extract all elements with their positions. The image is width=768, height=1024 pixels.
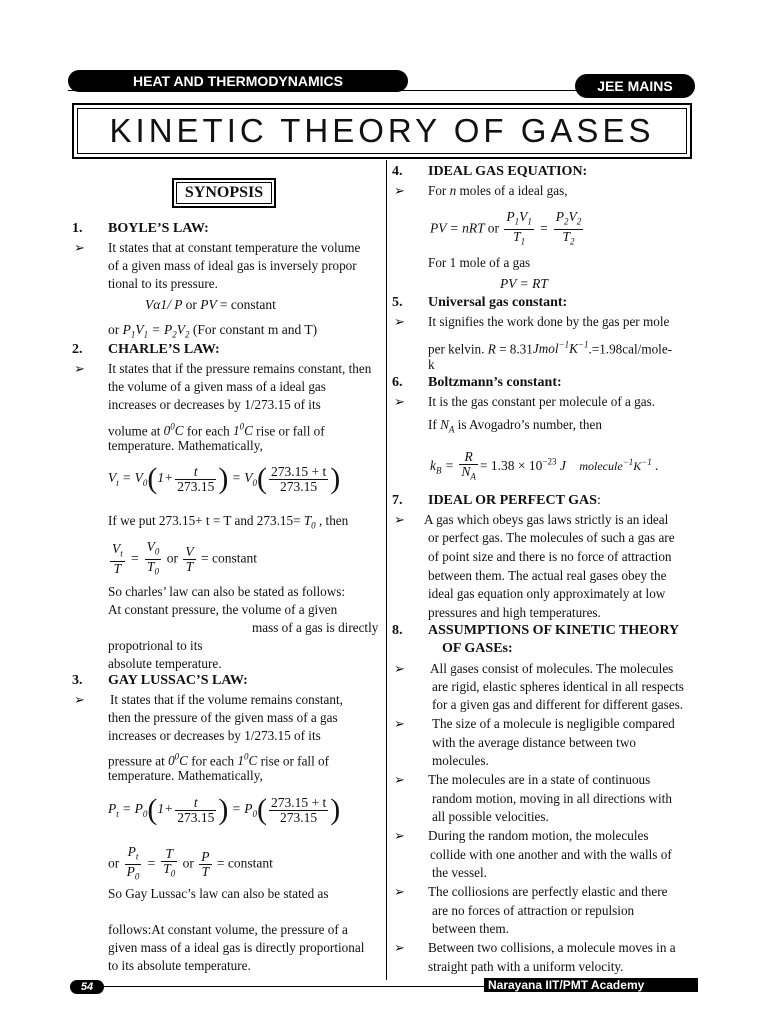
bullet-arrow-icon: ➢ bbox=[394, 716, 405, 731]
paragraph-line: of point size and there is no force of attraction bbox=[428, 549, 672, 564]
equation-boltzmann: $k_B$ = $\frac{R}{N_A}$ = $1.38 \times 10^{-23}$ J $molecule^{-1}K^{-1}$ . bbox=[430, 449, 659, 482]
text-fragment: rise or fall of bbox=[256, 423, 325, 439]
list-item-line: the vessel. bbox=[432, 865, 487, 880]
list-item-line: all possible velocities. bbox=[432, 809, 549, 824]
equation-ideal-gas: PV = nRT or $\frac{P_1V_1}{T_1}$ = $\frac{P_2V_2}{T_2}$ bbox=[430, 209, 582, 247]
section-number: 4. bbox=[392, 164, 403, 179]
bullet-arrow-icon: ➢ bbox=[394, 394, 405, 409]
list-item-line: random motion, moving in all directions with bbox=[432, 791, 672, 806]
section-heading-universal-gas-constant: Universal gas constant: bbox=[428, 295, 568, 310]
section-heading-ideal-gas: IDEAL OR PERFECT GAS: bbox=[428, 493, 601, 508]
paragraph-line: given mass of a ideal gas is directly proportional bbox=[108, 940, 365, 955]
paragraph-line: If we put 273.15+ t = T and $273.15= T_0$ , then bbox=[108, 513, 349, 531]
bullet-arrow-icon: ➢ bbox=[394, 772, 405, 787]
text-fragment: .=1.98cal/mole- bbox=[588, 341, 673, 357]
or-word: or bbox=[185, 297, 197, 312]
list-item-line: The size of a molecule is negligible compared bbox=[432, 716, 675, 731]
paragraph-line: between them. The actual real gases obey the bbox=[428, 568, 667, 583]
bullet-arrow-icon: ➢ bbox=[394, 828, 405, 843]
list-item-line: The colliosions are perfectly elastic and there bbox=[428, 884, 668, 899]
fraction-denominator: 273.15 bbox=[280, 809, 318, 825]
section-heading-ideal-gas-equation: IDEAL GAS EQUATION: bbox=[428, 164, 588, 179]
bullet-arrow-icon: ➢ bbox=[74, 692, 85, 707]
paragraph-line: then the pressure of the given mass of a gas bbox=[108, 710, 338, 725]
section-number: 6. bbox=[392, 375, 403, 390]
paragraph-line: per kelvin. $R = 8.31Jmol^{-1}K^{-1}.=1.98cal/mole-$ bbox=[428, 340, 673, 357]
list-item-line: are no forces of attraction or repulsion bbox=[432, 903, 635, 918]
paragraph-line: follows:At constant volume, the pressure of a bbox=[108, 922, 348, 937]
bullet-arrow-icon: ➢ bbox=[394, 512, 405, 527]
column-divider bbox=[386, 160, 387, 980]
equation-charles-ratio: $\frac{V_t}{T}$ = $\frac{V_0}{T_0}$ or $\frac{V}{T}$ = constant bbox=[112, 539, 257, 577]
section-number: 7. bbox=[392, 493, 403, 508]
paragraph-line: It states that if the volume remains constant, bbox=[110, 692, 343, 707]
equation-boyle: Vα1/ P or PV = constant bbox=[145, 297, 276, 312]
fraction-numerator: 273.15 + t bbox=[270, 794, 327, 810]
equation-charles: $V_t = V_0(1+$ $\frac{t}{273.15}$ ) = $V_0$( $\frac{273.15 + t}{273.15}$ ) bbox=[108, 462, 341, 495]
paragraph-line: volume at $0^0C$ for each $1^0C$ rise or fall of bbox=[108, 422, 325, 439]
paragraph-line: temperature. Mathematically, bbox=[108, 768, 263, 783]
or-word: or bbox=[166, 550, 179, 566]
exam-badge: JEE MAINS bbox=[575, 74, 695, 98]
list-item-line: The molecules are in a state of continuous bbox=[428, 772, 651, 787]
or-word: or bbox=[182, 855, 194, 871]
subject-banner: HEAT AND THERMODYNAMICS bbox=[68, 70, 408, 92]
fraction-numerator: t bbox=[175, 465, 216, 480]
paragraph-line: A gas which obeys gas laws strictly is an ideal bbox=[424, 512, 669, 527]
paragraph-line: ideal gas equation only approximately at low bbox=[428, 586, 666, 601]
list-item-line: for a given gas and different for different gases. bbox=[432, 697, 684, 712]
equation-gay-lussac-ratio: or $\frac{P_t}{P_0}$ = $\frac{T}{T_0}$ or $\frac{P}{T}$ = constant bbox=[108, 844, 273, 882]
bullet-arrow-icon: ➢ bbox=[394, 314, 405, 329]
list-item-line: Between two collisions, a molecule moves in a bbox=[428, 940, 676, 955]
list-item-line: are rigid, elastic spheres identical in all respects bbox=[432, 679, 684, 694]
paragraph-line: tional to its pressure. bbox=[108, 276, 218, 291]
or-word: or bbox=[108, 855, 120, 871]
text-fragment: per kelvin. bbox=[428, 341, 485, 357]
paragraph-line: propotrional to its bbox=[108, 638, 203, 653]
paragraph-line: to its absolute temperature. bbox=[108, 958, 251, 973]
section-heading-boltzmann-constant: Boltzmann’s constant: bbox=[428, 375, 562, 390]
section-heading-assumptions-cont: OF GASEs: bbox=[442, 641, 513, 656]
paragraph-line: It states that if the pressure remains constant, then bbox=[108, 361, 372, 376]
bullet-arrow-icon: ➢ bbox=[394, 661, 405, 676]
text-fragment: pressure at bbox=[108, 753, 165, 769]
paragraph-line: If $N_A$ is Avogadro’s number, then bbox=[428, 417, 602, 435]
text-fragment: volume at bbox=[108, 423, 161, 439]
paragraph-line: of a given mass of ideal gas is inversely propor bbox=[108, 258, 357, 273]
section-heading-charles-law: CHARLE’S LAW: bbox=[108, 342, 220, 357]
bullet-arrow-icon: ➢ bbox=[394, 940, 405, 955]
paragraph-line: increases or decreases by 1/273.15 of its bbox=[108, 397, 321, 412]
paragraph-line: absolute temperature. bbox=[108, 656, 222, 671]
bullet-arrow-icon: ➢ bbox=[394, 183, 405, 198]
paragraph-line: It states that at constant temperature the volume bbox=[108, 240, 361, 255]
fraction-numerator: t bbox=[175, 796, 216, 811]
equation-boyle-alt: or $P_1V_1 = P_2V_2$ (For constant m and T) bbox=[108, 322, 318, 340]
text-fragment: For bbox=[428, 183, 447, 198]
fraction-denominator: 273.15 bbox=[177, 809, 215, 825]
fraction-denominator: 273.15 bbox=[280, 478, 318, 494]
section-number: 1. bbox=[72, 221, 83, 236]
paragraph-line: or perfect gas. The molecules of such a gas are bbox=[428, 530, 675, 545]
paragraph-line: mass of a gas is directly bbox=[252, 620, 379, 635]
paragraph-line: k bbox=[428, 357, 435, 372]
publisher-name: Narayana IIT/PMT Academy bbox=[484, 978, 698, 992]
text-fragment: If bbox=[428, 417, 437, 432]
text-fragment: is Avogadro’s number, then bbox=[457, 417, 602, 432]
equation-note: (For constant m and T) bbox=[192, 322, 318, 337]
bullet-arrow-icon: ➢ bbox=[74, 240, 85, 255]
bullet-arrow-icon: ➢ bbox=[74, 361, 85, 376]
equation-gay-lussac: $P_t = P_0(1+$ $\frac{t}{273.15}$ ) = $P_0$( $\frac{273.15 + t}{273.15}$ ) bbox=[108, 793, 341, 826]
equation-value: = 1.38 × 10 bbox=[479, 457, 543, 473]
constant-label: = constant bbox=[201, 550, 257, 566]
paragraph-line: For 1 mole of a gas bbox=[428, 255, 531, 270]
section-heading-assumptions: ASSUMPTIONS OF KINETIC THEORY bbox=[428, 623, 680, 638]
list-item-line: During the random motion, the molecules bbox=[428, 828, 649, 843]
page-number: 54 bbox=[70, 980, 104, 994]
paragraph-line: increases or decreases by 1/273.15 of its bbox=[108, 728, 321, 743]
text-fragment: rise or fall of bbox=[260, 753, 330, 769]
equation-unit: molecule bbox=[579, 458, 623, 473]
section-number: 2. bbox=[72, 342, 83, 357]
paragraph-line: For n moles of a ideal gas, bbox=[428, 183, 568, 198]
chapter-title: KINETIC THEORY OF GASES bbox=[77, 108, 687, 154]
text-fragment: for each bbox=[191, 753, 235, 769]
bullet-arrow-icon: ➢ bbox=[394, 884, 405, 899]
paragraph-line: pressures and high temperatures. bbox=[428, 605, 601, 620]
fraction-denominator: 273.15 bbox=[177, 478, 215, 494]
paragraph-line: It is the gas constant per molecule of a gas. bbox=[428, 394, 656, 409]
paragraph-line: At constant pressure, the volume of a given bbox=[108, 602, 338, 617]
paragraph-line: temperature. Mathematically, bbox=[108, 438, 263, 453]
or-word: or bbox=[108, 322, 120, 337]
chapter-title-box bbox=[72, 103, 692, 159]
section-number: 3. bbox=[72, 673, 83, 688]
list-item-line: with the average distance between two bbox=[432, 735, 636, 750]
paragraph-line: It signifies the work done by the gas per mole bbox=[428, 314, 670, 329]
text-fragment: , then bbox=[318, 513, 349, 528]
list-item-line: between them. bbox=[432, 921, 509, 936]
text-fragment: IDEAL OR PERFECT GAS bbox=[428, 493, 597, 508]
or-word: or bbox=[487, 220, 499, 236]
section-number: 5. bbox=[392, 295, 403, 310]
paragraph-line: So Gay Lussac’s law can also be stated as bbox=[108, 886, 329, 901]
list-item-line: straight path with a uniform velocity. bbox=[428, 959, 624, 974]
list-item-line: All gases consist of molecules. The molecules bbox=[430, 661, 674, 676]
synopsis-heading: SYNOPSIS bbox=[172, 178, 276, 208]
list-item-line: molecules. bbox=[432, 753, 489, 768]
list-item-line: collide with one another and with the walls of bbox=[430, 847, 672, 862]
text-fragment: moles of a ideal gas, bbox=[459, 183, 568, 198]
paragraph-line: So charles’ law can also be stated as follows: bbox=[108, 584, 346, 599]
text-fragment: If we put 273.15+ t = T and 273.15= bbox=[108, 513, 301, 528]
paragraph-line: pressure at $0^0C$ for each $1^0C$ rise or fall of bbox=[108, 752, 330, 769]
equation-one-mole: PV = RT bbox=[500, 276, 548, 291]
text-fragment: for each bbox=[186, 423, 230, 439]
footer-rule bbox=[104, 986, 484, 987]
constant-label: = constant bbox=[216, 855, 273, 871]
section-number: 8. bbox=[392, 623, 403, 638]
section-heading-boyles-law: BOYLE’S LAW: bbox=[108, 221, 209, 236]
paragraph-line: the volume of a given mass of a ideal gas bbox=[108, 379, 326, 394]
fraction-numerator: 273.15 + t bbox=[270, 463, 327, 479]
section-heading-gay-lussac-law: GAY LUSSAC’S LAW: bbox=[108, 673, 248, 688]
constant-label: = constant bbox=[219, 297, 276, 312]
